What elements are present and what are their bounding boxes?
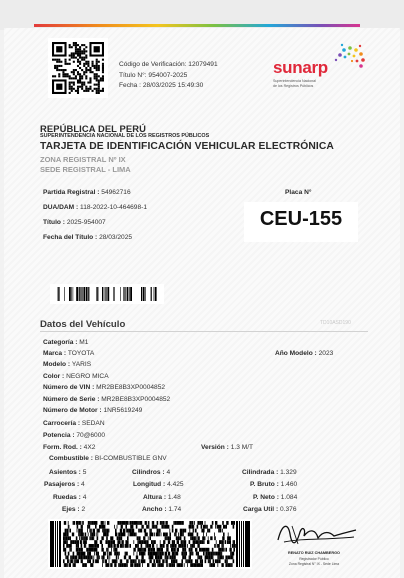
ejes-value: 2	[81, 506, 86, 513]
cilindrada-value: 1.329	[280, 469, 297, 476]
categoria-value: M1	[79, 339, 89, 346]
anio-value: 2023	[318, 350, 334, 357]
rainbow-stripe	[34, 24, 360, 27]
form-rod-label: Form. Rod. :	[43, 444, 82, 451]
vin-value: MR2BE8B3XP0004852	[96, 384, 166, 391]
potencia-value: 70@6000	[76, 432, 106, 439]
fecha-field	[43, 234, 132, 241]
potencia-field	[43, 432, 105, 439]
serie-field	[43, 396, 170, 403]
altura-value: 1.48	[167, 494, 181, 501]
handwritten-signature-icon	[264, 518, 364, 548]
document-title: TARJETA DE IDENTIFICACIÓN VEHICULAR ELECTRÓNICA	[40, 141, 334, 152]
carroceria-value: SEDAN	[81, 420, 105, 427]
version-field	[201, 444, 253, 451]
carroceria-field	[43, 420, 105, 427]
asientos-label: Asientos :	[49, 469, 81, 476]
motor-value: 1NR5619249	[103, 407, 143, 414]
color-field	[43, 373, 109, 380]
dua-value: 118-2022-10-464698-1	[80, 204, 147, 211]
section-divider	[40, 331, 368, 332]
serie-label: Número de Serie :	[43, 396, 100, 403]
pasajeros-field	[44, 481, 85, 488]
zone-heading: ZONA REGISTRAL Nº IX	[40, 155, 126, 164]
carroceria-label: Carrocería :	[43, 420, 81, 427]
sunarp-logo	[270, 42, 370, 92]
sunarp-subtitle-line-2: de los Registros Públicos	[273, 83, 314, 88]
combustible-field	[49, 455, 167, 462]
verification-code-label: Código de Verificación:	[119, 61, 187, 68]
version-value: 1.3 M/T	[230, 444, 254, 451]
modelo-label: Modelo :	[43, 361, 71, 368]
titulo-value: 2025-954007	[66, 219, 106, 226]
agency-heading: SUPERINTENDENCIA NACIONAL DE LOS REGISTROS PÚBLICOS	[40, 133, 210, 139]
p-bruto-label: P. Bruto :	[250, 481, 279, 488]
form-rod-value: 4X2	[83, 444, 96, 451]
categoria-field	[43, 339, 88, 346]
qr-code-icon	[52, 42, 104, 94]
color-value: NEGRO MICA	[66, 373, 109, 380]
verification-block	[119, 60, 218, 92]
country-heading: REPÚBLICA DEL PERÚ	[40, 123, 146, 134]
titulo-label: Título :	[43, 219, 65, 226]
dua-field	[43, 204, 147, 211]
anio-field	[275, 350, 333, 357]
vin-label: Número de VIN :	[43, 384, 95, 391]
titulo-field	[43, 219, 106, 226]
marca-value: TOYOTA	[67, 350, 95, 357]
marca-label: Marca :	[43, 350, 67, 357]
longitud-value: 4.425	[167, 481, 184, 488]
security-barcode	[48, 519, 252, 569]
fecha-value: 28/03/2025	[99, 234, 133, 241]
ejes-label: Ejes :	[62, 506, 80, 513]
sunburst-icon	[330, 42, 366, 76]
altura-label: Altura :	[143, 494, 167, 501]
altura-field	[143, 494, 181, 501]
motor-field	[43, 407, 142, 414]
sunarp-subtitle	[273, 79, 333, 88]
ruedas-label: Ruedas :	[53, 494, 81, 501]
cilindros-field	[132, 469, 170, 476]
watermark-code: TD10ASD190	[320, 320, 351, 326]
color-label: Color :	[43, 373, 65, 380]
registrar-role: Registrador Público	[299, 557, 329, 561]
barcode-icon	[54, 287, 160, 301]
serie-value: MR2BE8B3XP0004852	[101, 396, 171, 403]
ancho-label: Ancho :	[142, 506, 167, 513]
categoria-label: Categoría :	[43, 339, 78, 346]
dua-label: DUA/DAM :	[43, 204, 79, 211]
pasajeros-value: 4	[81, 481, 85, 488]
p-bruto-value: 1.460	[280, 481, 298, 488]
verification-title-value: 954007-2025	[148, 71, 188, 79]
carga-util-label: Carga Util :	[243, 506, 279, 513]
verification-date-label: Fecha :	[119, 82, 141, 89]
pasajeros-label: Pasajeros :	[44, 481, 80, 488]
modelo-value: YARIS	[71, 361, 92, 368]
p-bruto-field	[250, 481, 297, 488]
p-neto-value: 1.084	[280, 494, 298, 501]
longitud-label: Longitud :	[133, 481, 166, 488]
plate-label: Placa N°	[285, 189, 312, 196]
carga-util-value: 0.376	[280, 506, 297, 513]
ancho-field	[142, 506, 181, 513]
modelo-field	[43, 361, 91, 368]
form-rod-field	[43, 444, 95, 451]
office-heading: SEDE REGISTRAL - LIMA	[40, 165, 131, 174]
sunarp-wordmark: sunarp	[273, 58, 328, 77]
registrar-signature	[264, 518, 364, 570]
registrar-name: RENATO RUIZ CHAMBERGO	[288, 551, 340, 555]
cilindrada-label: Cilindrada :	[242, 469, 279, 476]
motor-label: Número de Motor :	[43, 407, 102, 414]
ruedas-value: 4	[82, 494, 87, 501]
barcode	[50, 284, 164, 304]
potencia-label: Potencia :	[43, 432, 75, 439]
ejes-field	[62, 506, 85, 513]
version-label: Versión :	[201, 444, 229, 451]
vin-field	[43, 384, 165, 391]
combustible-value: BI-COMBUSTIBLE GNV	[94, 455, 167, 462]
cilindros-label: Cilindros :	[132, 469, 165, 476]
combustible-label: Combustible :	[49, 455, 93, 462]
vehicle-section-title: Datos del Vehículo	[40, 319, 126, 330]
partida-label: Partida Registral :	[43, 189, 100, 196]
p-neto-label: P. Neto :	[253, 494, 279, 501]
partida-field	[43, 189, 131, 196]
ruedas-field	[53, 494, 86, 501]
verification-date-value: 28/03/2025 15:49:30	[142, 82, 204, 89]
cilindros-value: 4	[166, 469, 171, 476]
anio-label: Año Modelo :	[275, 350, 317, 357]
marca-field	[43, 350, 94, 357]
longitud-field	[133, 481, 184, 488]
cilindrada-field	[242, 469, 297, 476]
sunarp-subtitle-line-1: Superintendencia Nacional	[273, 79, 316, 83]
fecha-label: Fecha del Título :	[43, 234, 98, 241]
ancho-value: 1.74	[168, 506, 182, 513]
plate-number: CEU-155	[259, 208, 343, 230]
carga-util-field	[243, 506, 297, 513]
verification-title-label: Título N°:	[119, 71, 147, 79]
p-neto-field	[253, 494, 297, 501]
asientos-value: 5	[82, 469, 87, 476]
asientos-field	[49, 469, 86, 476]
partida-value: 54962716	[101, 189, 131, 196]
verification-code-value: 12079491	[188, 61, 218, 68]
qr-code[interactable]	[48, 38, 108, 98]
registrar-place: Zona Registral N° IX - Sede Lima	[288, 562, 340, 566]
pdf417-barcode-icon	[50, 521, 250, 567]
